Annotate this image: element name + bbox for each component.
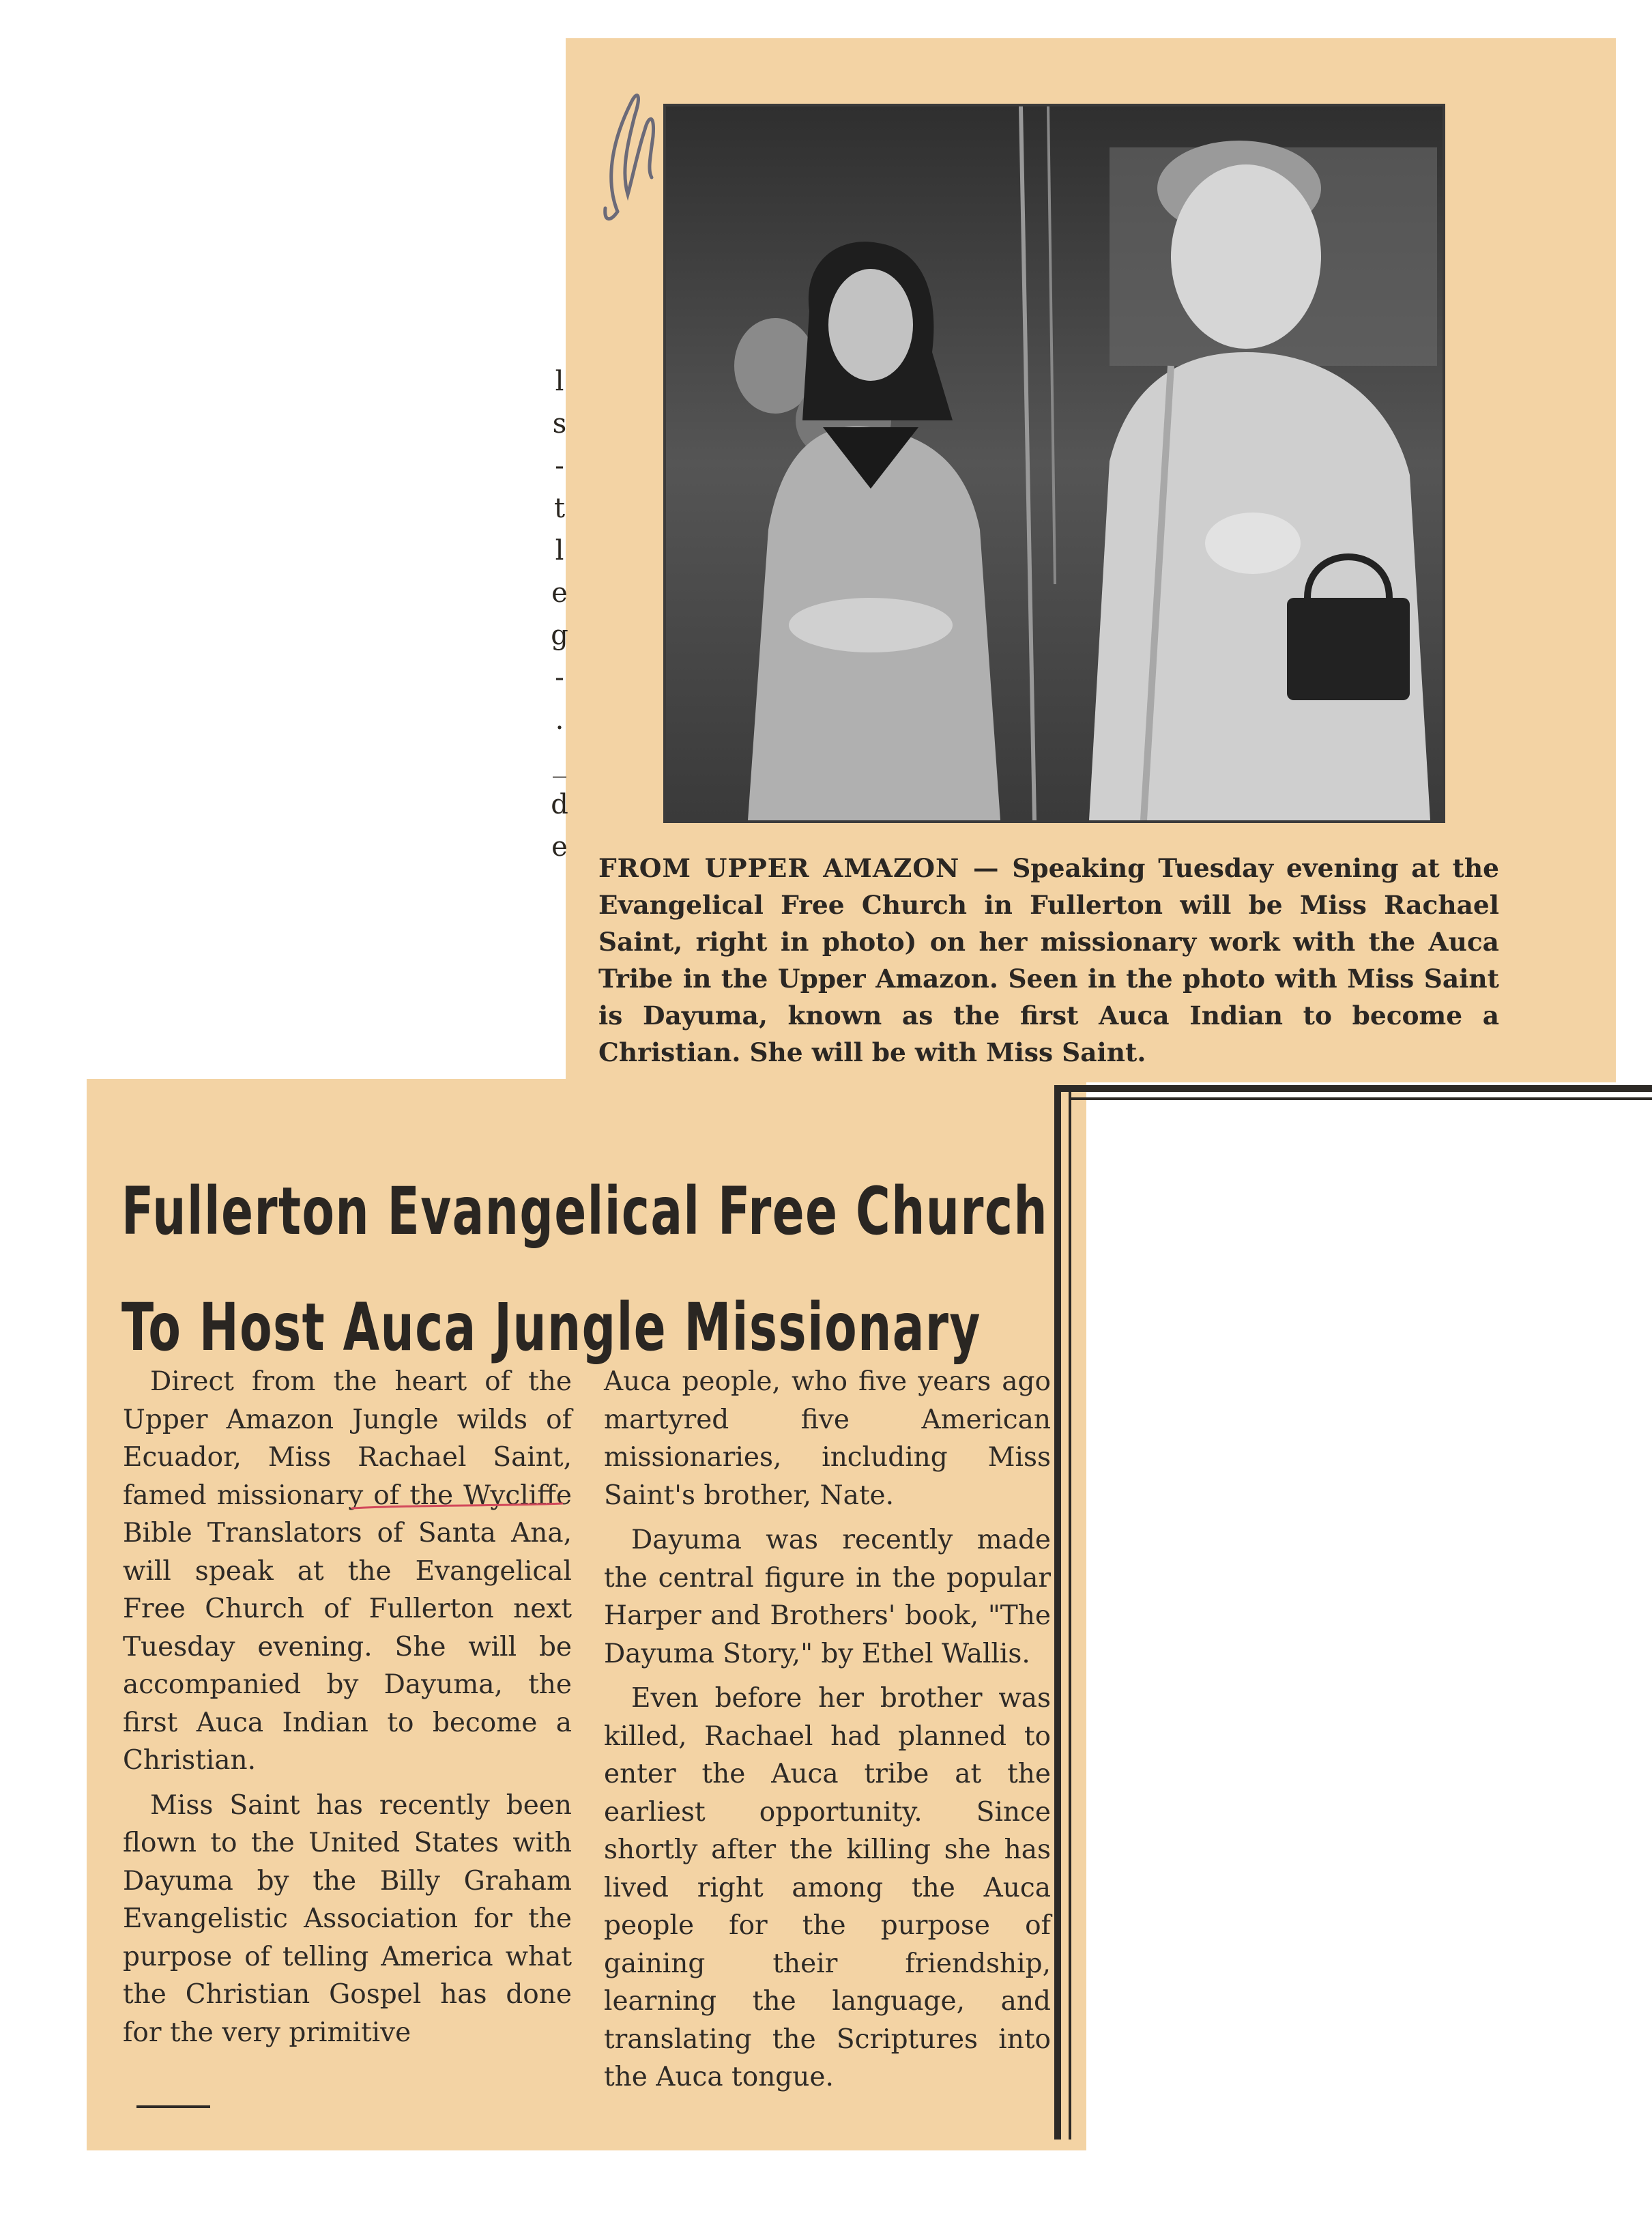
caption-body: Speaking Tuesday evening at the Evangelical Free Church in Fullerton will be Miss Rachael Saint, right in photo) on her missionary work with the Auca Tribe in the Upper Amazon. Seen in the photo with Miss Saint is Dayuma, known as the first Auca Indian to become a Christian. She will be with Miss Saint. <box>598 853 1499 1067</box>
column-rule <box>1054 1085 1061 2140</box>
article-paragraph: Miss Saint has recently been flown to the United States with Dayuma by the Billy Graham Evangelistic Association for the purpose of telling America what the Christian Gospel has done for the very primitive <box>123 1789 572 2048</box>
article-headline <box>121 1153 1048 1385</box>
edge-letter: _ <box>553 747 566 778</box>
edge-letter: l <box>555 535 564 566</box>
caption-lead: FROM UPPER AMAZON — <box>598 853 1000 883</box>
adjacent-column-edge-text <box>546 360 573 868</box>
edge-letter: d <box>551 789 568 820</box>
photo-two-women-icon <box>666 106 1443 820</box>
article-paragraph: Auca people, who five years ago martyred five American missionaries, including Miss Saint's brother, Nate. <box>604 1366 1051 1511</box>
end-dash <box>136 2105 210 2108</box>
edge-letter: g <box>551 620 568 651</box>
article-column-right <box>604 1363 1051 2103</box>
column-rule <box>1054 1085 1652 1092</box>
photo-caption <box>598 850 1499 1071</box>
column-rule <box>1069 1097 1652 1100</box>
pen-underline-mark <box>348 1498 566 1539</box>
article-paragraph: Dayuma was recently made the central figure in the popular Harper and Brothers' book, "The Dayuma Story," by Ethel Wallis. <box>604 1525 1051 1669</box>
article-column-left <box>123 1363 572 2058</box>
edge-letter: s <box>552 408 567 440</box>
handwritten-initials <box>590 75 665 239</box>
headline-line-1: Fullerton Evangelical Free Church <box>121 1173 1048 1250</box>
edge-letter: - <box>555 450 564 482</box>
edge-letter: e <box>551 577 568 609</box>
edge-letter: e <box>551 831 568 863</box>
article-paragraph: Even before her brother was killed, Rachael had planned to enter the Auca tribe at the earliest opportunity. Since shortly after the killing she has lived right among the Auca people for the purpose of gaining their friendship, learning the language, and translating the Scriptures into the Auca tongue. <box>604 1683 1051 2092</box>
article-paragraph: Direct from the heart of the Upper Amazon Jungle wilds of Ecuador, Miss Rachael Saint, famed missionary of the Wycliffe Bible Translators of Santa Ana, will speak at the Evangelical Free Church of Fullerton next Tuesday evening. She will be accompanied by Dayuma, the first Auca Indian to become a Christian. <box>123 1366 572 1776</box>
news-photo <box>663 104 1445 823</box>
edge-letter: l <box>555 366 564 397</box>
headline-line-2: To Host Auca Jungle Missionary <box>121 1289 981 1366</box>
edge-letter: . <box>555 704 564 736</box>
edge-letter: - <box>555 662 564 693</box>
column-rule <box>1069 1085 1071 2140</box>
edge-letter: t <box>553 493 566 524</box>
